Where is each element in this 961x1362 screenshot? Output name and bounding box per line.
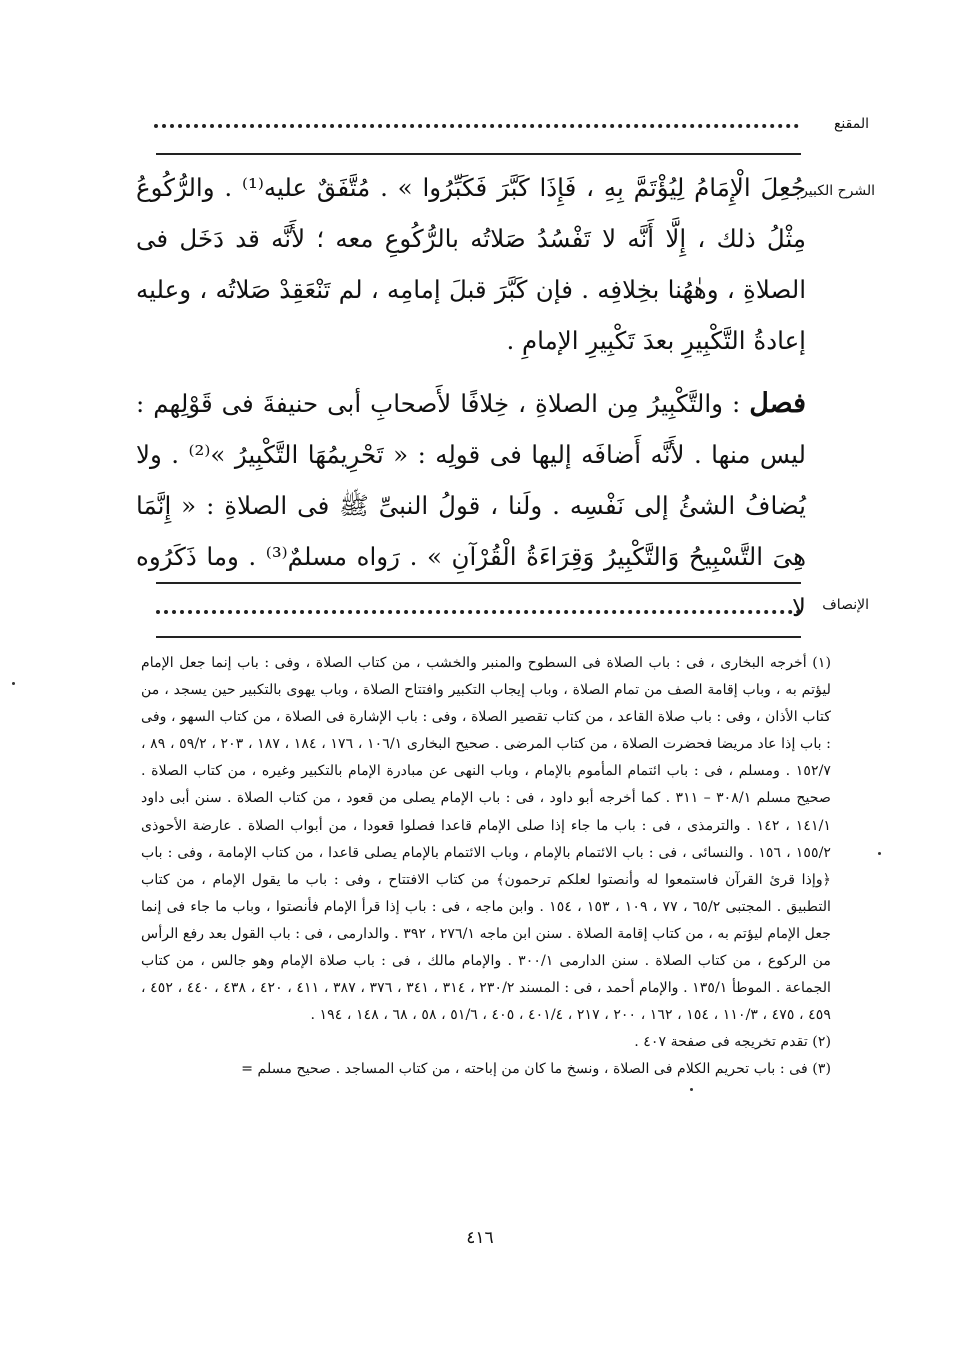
insaf-dotted-rule <box>156 610 801 614</box>
main-paragraph-2 <box>136 378 806 633</box>
muqni-dotted-rule <box>154 124 799 128</box>
top-solid-rule <box>156 153 801 155</box>
footnote-solid-rule <box>156 636 801 638</box>
middle-solid-rule <box>156 582 801 584</box>
scan-speck <box>12 682 15 685</box>
main-text <box>136 162 806 633</box>
main-paragraph-1: جُعِلَ الْإِمَامُ لِيُؤْتَمَّ بِهِ ، فَإِذَا كَبَّرَ فَكَبِّرُوا » . مُتَّفَقٌ عليه⁽¹⁾ . والرُّكُوعُ مِثْلُ ذلك ، إِلَّا أَنَّه لا تَفْسُدُ صَلاتُه بالرُّكُوعِ معه ؛ لأَنَّه قد دَخَل فى الصلاةِ ، وهٰهُنا بخِلافِه . فإن كَبَّرَ قبلَ إمامِه ، لم تَنْعَقِدْ صَلاتُه ، وعليه إعادةُ التَّكْبِيرِ بعدَ تَكْبِيرِ الإمامِ . <box>136 173 806 355</box>
footnote-3: (٣) فى : باب تحريم الكلام فى الصلاة ، ونسخ ما كان من إباحته ، من كتاب المساجد . صحيح مسلم = <box>241 1061 831 1078</box>
page-number: ٤١٦ <box>466 1228 494 1248</box>
insaf-label: الإنصاف <box>822 597 869 613</box>
footnote-2: (٢) تقدم تخريجه فى صفحة ٤٠٧ . <box>634 1034 831 1051</box>
footnotes <box>141 650 831 1084</box>
main-paragraph-2-text: : والتَّكْبِيرُ مِن الصلاةِ ، خِلافًا لأَصحابِ أبى حنيفةَ فى قَوْلِهم : ليس منها . لأَنَّه أَضافَه إليها فى قولِه : « تَحْرِيمُهَا التَّكْبِيرُ »⁽²⁾ . ولا يُضافُ الشئُ إلى نَفْسِه . ولَنا ، قولُ النبىِّ ﷺ فى الصلاةِ : « إِنَّمَا هِىَ التَّسْبِيحُ وَالتَّكْبِيرُ وَقِرَاءَةُ الْقُرْآنِ » . رَواه مسلمٌ⁽³⁾ . وما ذَكَرُوه لا <box>136 389 807 622</box>
scan-speck <box>878 852 881 855</box>
muqni-label: المقنع <box>833 116 869 132</box>
fasl-heading: فصل <box>749 388 806 419</box>
scan-speck <box>690 1088 693 1091</box>
sharh-label: الشرح الكبير <box>801 183 875 199</box>
footnote-1: (١) أخرجه البخارى ، فى : باب الصلاة فى السطوح والمنبر والخشب ، من كتاب الصلاة ، وفى : باب إنما جعل الإمام ليؤتم به ، وباب إقامة الصف من تمام الصلاة ، وباب إيجاب التكبير وافتتاح الصلاة ، وباب يهوى بالتكبير حين يسجد ، من كتاب الأذان ، وفى : باب صلاة القاعد ، من كتاب تقصير الصلاة ، وفى : باب الإشارة فى الصلاة ، من كتاب السهو ، وفى : باب إذا عاد مريضا فحضرت الصلاة ، من كتاب المرضى . صحيح البخارى ١٠٦/١ ، ١٧٦ ، ١٨٤ ، ١٨٧ ، ٢٠٣ ، ٥٩/٢ ، ٨٩ ، ١٥٢/٧ . ومسلم ، فى : باب ائتمام المأموم بالإمام ، وباب النهى عن مبادرة الإمام بالتكبير وغيره ، من كتاب الصلاة . صحيح مسلم ٣٠٨/١ – ٣١١ . كما أخرجه أبو داود ، فى : باب الإمام يصلى من قعود ، من كتاب الصلاة . سنن أبى داود ١٤١/١ ، ١٤٢ . والترمذى ، فى : باب ما جاء إذا صلى الإمام قاعدا فصلوا قعودا ، من أبواب الصلاة . عارضة الأحوذى ١٥٥/٢ ، ١٥٦ . والنسائى ، فى : باب الائتمام بالإمام ، وباب الائتمام بالإمام يصلى قاعدا ، من كتاب الإمامة ، وفى : باب ﴿وإذا قرئ القرآن فاستمعوا له وأنصتوا لعلكم ترحمون﴾ من كتاب الافتتاح ، وفى : باب ما يقول الإمام ، من كتاب التطبيق . المجتبى ٦٥/٢ ، ٧٧ ، ١٠٩ ، ١٥٣ ، ١٥٤ . وابن ماجه ، فى : باب إذا قرأ الإمام فأنصتوا ، وباب ما جاء فى إنما جعل الإمام ليؤتم به ، من كتاب إقامة الصلاة . سنن ابن ماجه ٢٧٦/١ ، ٣٩٢ . والدارمى ، فى : باب القول بعد رفع الرأس من الركوع ، من كتاب الصلاة . سنن الدارمى ٣٠٠/١ . والإمام مالك ، فى : باب صلاة الإمام وهو جالس ، من كتاب الجماعة . الموطأ ١٣٥/١ . والإمام أحمد ، فى : المسند ٢٣٠/٢ ، ٣١٤ ، ٣٤١ ، ٣٧٦ ، ٣٨٧ ، ٤١١ ، ٤٢٠ ، ٤٣٨ ، ٤٤٠ ، ٤٥٢ ، ٤٥٩ ، ٤٧٥ ، ١١٠/٣ ، ١٥٤ ، ١٦٢ ، ٢٠٠ ، ٢١٧ ، ٤٠١/٤ ، ٤٠٥ ، ٥١/٦ ، ٥٨ ، ٦٨ ، ١٤٨ ، ١٩٤ . <box>141 655 832 1024</box>
